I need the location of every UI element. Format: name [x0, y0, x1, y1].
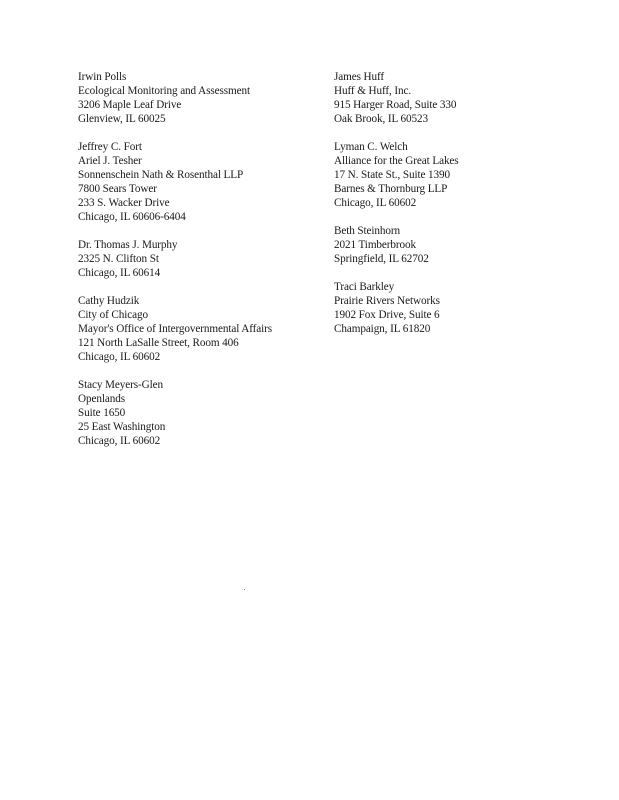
address-city: Oak Brook, IL 60523: [334, 113, 429, 125]
address-street: 2021 Timberbrook: [334, 239, 417, 251]
scan-speck: [244, 589, 245, 590]
address-city: Chicago, IL 60602: [78, 351, 161, 363]
right-address-column: [334, 70, 604, 350]
address-block-stacy-meyers-glen: [78, 378, 328, 448]
address-street: 1902 Fox Drive, Suite 6: [334, 309, 440, 321]
address-department: Mayor's Office of Intergovernmental Affairs: [78, 323, 273, 335]
left-address-column: [78, 70, 328, 462]
address-street: 17 N. State St., Suite 1390: [334, 169, 451, 181]
address-block-cathy-hudzik: [78, 294, 328, 364]
address-block-traci-barkley: [334, 280, 604, 336]
address-name: Cathy Hudzik: [78, 295, 140, 307]
address-organization: Huff & Huff, Inc.: [334, 85, 412, 97]
address-organization: City of Chicago: [78, 309, 148, 321]
address-block-beth-steinhorn: [334, 224, 604, 266]
address-name: Beth Steinhorn: [334, 225, 401, 237]
address-organization: Ecological Monitoring and Assessment: [78, 85, 250, 97]
address-building: 7800 Sears Tower: [78, 183, 157, 195]
address-name-secondary: Ariel J. Tesher: [78, 155, 142, 167]
address-street: 121 North LaSalle Street, Room 406: [78, 337, 239, 349]
address-name: Lyman C. Welch: [334, 141, 408, 153]
address-organization-secondary: Barnes & Thornburg LLP: [334, 183, 448, 195]
address-block-james-huff: [334, 70, 604, 126]
address-name: Jeffrey C. Fort: [78, 141, 142, 153]
address-city: Champaign, IL 61820: [334, 323, 431, 335]
address-organization: Sonnenschein Nath & Rosenthal LLP: [78, 169, 244, 181]
address-name: James Huff: [334, 71, 385, 83]
address-block-jeffrey-fort: [78, 140, 328, 224]
address-block-irwin-polls: [78, 70, 328, 126]
address-city: Chicago, IL 60614: [78, 267, 161, 279]
address-street: 25 East Washington: [78, 421, 166, 433]
address-block-lyman-welch: [334, 140, 604, 210]
address-city: Chicago, IL 60602: [334, 197, 417, 209]
address-organization: Openlands: [78, 393, 125, 405]
address-name: Dr. Thomas J. Murphy: [78, 239, 178, 251]
address-organization: Alliance for the Great Lakes: [334, 155, 459, 167]
address-suite: Suite 1650: [78, 407, 126, 419]
address-block-thomas-murphy: [78, 238, 328, 280]
address-city: Chicago, IL 60602: [78, 435, 161, 447]
address-street: 3206 Maple Leaf Drive: [78, 99, 182, 111]
address-name: Irwin Polls: [78, 71, 127, 83]
address-city: Chicago, IL 60606-6404: [78, 211, 186, 223]
address-organization: Prairie Rivers Networks: [334, 295, 440, 307]
address-name: Traci Barkley: [334, 281, 395, 293]
address-city: Springfield, IL 62702: [334, 253, 429, 265]
address-street: 233 S. Wacker Drive: [78, 197, 170, 209]
address-street: 915 Harger Road, Suite 330: [334, 99, 457, 111]
address-name: Stacy Meyers-Glen: [78, 379, 163, 391]
address-city: Glenview, IL 60025: [78, 113, 166, 125]
address-street: 2325 N. Clifton St: [78, 253, 159, 265]
